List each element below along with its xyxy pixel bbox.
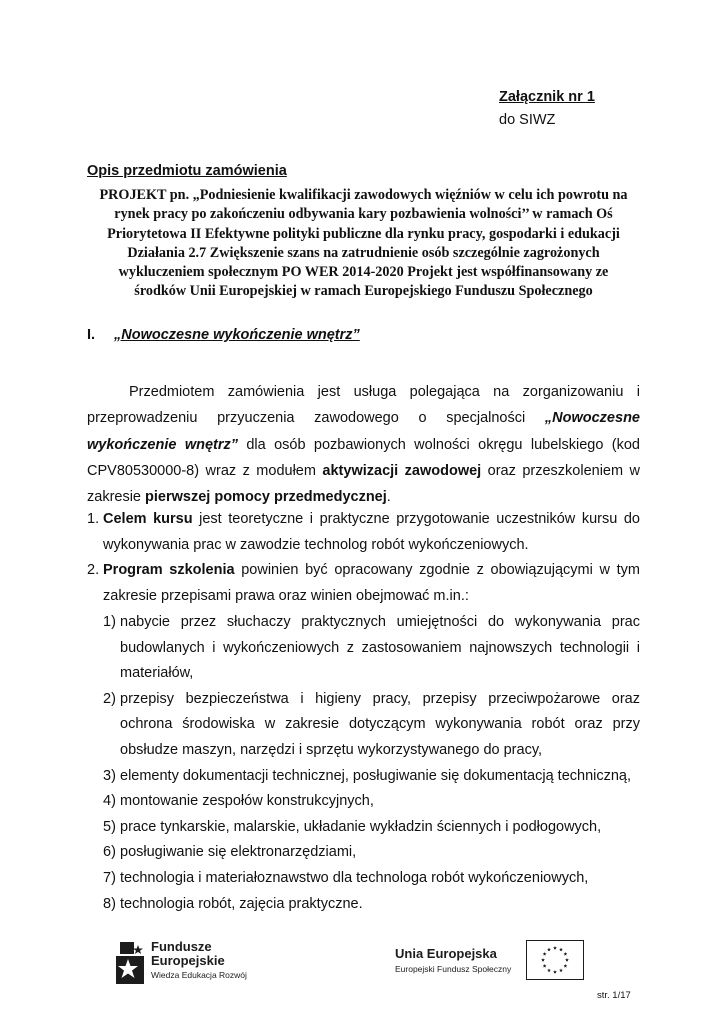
list-item-text: jest teoretyczne i praktyczne przygotowanie uczestników kursu do wykonywania prac w zawodzie technolog robót wykończeniowych. — [103, 511, 640, 553]
sub-list-number: 2) — [103, 690, 116, 707]
list-item-number: 1. — [87, 511, 100, 527]
sub-list-item — [103, 610, 640, 687]
sub-list — [103, 610, 640, 917]
section-number: I. — [87, 327, 96, 343]
list-item — [87, 507, 640, 558]
project-description — [87, 186, 640, 302]
sub-list-item — [103, 840, 640, 866]
sub-list-number: 4) — [103, 793, 116, 810]
sub-list-number: 6) — [103, 844, 116, 861]
eu-flag-icon — [526, 940, 584, 980]
intro-specialty: „Nowoczesne wykończenie wnętrz” — [87, 410, 640, 453]
intro-module: aktywizacji zawodowej — [322, 462, 482, 479]
fe-tagline: Wiedza Edukacja Rozwój — [151, 970, 247, 980]
intro-first-aid: pierwszej pomocy przedmedycznej — [145, 489, 387, 506]
section-heading — [87, 327, 360, 343]
sub-list-item — [103, 789, 640, 815]
sub-list-number: 3) — [103, 767, 116, 784]
project-line: środków Unii Europejskiej w ramach Europejskiego Funduszu Społecznego — [134, 283, 593, 300]
intro-paragraph — [87, 379, 640, 510]
sub-list-text: przepisy bezpieczeństwa i higieny pracy, przepisy przeciwpożarowe oraz ochrona środowiska w zakresie dotyczącym wykonywania robót oraz przy obsłudze maszyn, narzędzi i sprzętu wykorzystywanego do pracy, — [120, 690, 640, 758]
intro-text: Przedmiotem zamówienia jest usługa polegająca na zorganizowaniu i przeprowadzeniu przyuczenia zawodowego o specjalności — [87, 384, 640, 427]
list-item-number: 2. — [87, 562, 100, 578]
eu-title: Unia Europejska — [395, 946, 497, 961]
sub-list-item — [103, 764, 640, 790]
sub-list-number: 7) — [103, 869, 116, 886]
list-item-bold: Program szkolenia — [103, 562, 235, 578]
main-list — [87, 507, 640, 609]
sub-list-item — [103, 866, 640, 892]
sub-list-item — [103, 815, 640, 841]
sub-list-text: technologia i materiałoznawstwo dla technologa robót wykończeniowych, — [120, 869, 589, 886]
sub-list-text: prace tynkarskie, malarskie, układanie wykładzin ściennych i podłogowych, — [120, 818, 602, 835]
section-title: „Nowoczesne wykończenie wnętrz” — [114, 327, 360, 343]
eu-subtitle: Europejski Fundusz Społeczny — [395, 964, 512, 974]
intro-text: . — [386, 489, 391, 506]
fe-line1: Fundusze — [151, 939, 212, 954]
list-item-bold: Celem kursu — [103, 511, 193, 527]
sub-list-text: technologia robót, zajęcia praktyczne. — [120, 895, 363, 912]
sub-list-item — [103, 892, 640, 918]
sub-list-number: 5) — [103, 818, 116, 835]
attachment-block — [499, 86, 595, 132]
page-number: str. 1/17 — [597, 990, 631, 1001]
list-item-text: powinien być opracowany zgodnie z obowiązującymi w tym zakresie przepisami prawa oraz winien obejmować m.in.: — [103, 562, 640, 604]
fe-star-icon — [116, 942, 146, 984]
eu-label — [395, 946, 511, 974]
project-line: PROJEKT pn. „Podniesienie kwalifikacji zawodowych więźniów w celu ich powrotu na — [99, 187, 628, 203]
attachment-title: Załącznik nr 1 — [499, 89, 595, 105]
project-line: Działania 2.7 Zwiększenie szans na zatrudnienie osób szczególnie zagrożonych — [127, 244, 600, 261]
document-heading: Opis przedmiotu zamówienia — [87, 163, 287, 179]
project-line: rynek pracy po zakończeniu odbywania kary pozbawienia wolności’’ w ramach Oś — [114, 206, 613, 223]
sub-list-text: nabycie przez słuchaczy praktycznych umiejętności do wykonywania prac budowlanych i wykończeniowych z zastosowaniem najnowszych technologii i materiałów, — [120, 614, 640, 682]
sub-list-text: elementy dokumentacji technicznej, posługiwanie się dokumentacją techniczną, — [120, 767, 632, 784]
sub-list-number: 1) — [103, 614, 116, 630]
fe-name — [151, 940, 225, 968]
project-line: wykluczeniem społecznym PO WER 2014-2020 Projekt jest współfinansowany ze — [118, 264, 609, 281]
fe-line2: Europejskie — [151, 953, 225, 968]
attachment-ref: do SIWZ — [499, 112, 556, 128]
sub-list-item — [103, 687, 640, 764]
intro-text: oraz przeszkoleniem w zakresie — [87, 462, 640, 506]
intro-text: dla osób pozbawionych wolności okręgu lubelskiego (kod CPV80530000-8) wraz z modułem — [87, 436, 640, 479]
fundusze-europejskie-logo — [116, 940, 286, 986]
project-line: Priorytetowa II Efektywne polityki publiczne dla rynku pracy, gospodarki i edukacji — [107, 225, 620, 242]
list-item — [87, 558, 640, 609]
sub-list-text: posługiwanie się elektronarzędziami, — [120, 844, 357, 861]
sub-list-number: 8) — [103, 895, 116, 912]
sub-list-text: montowanie zespołów konstrukcyjnych, — [120, 793, 374, 810]
